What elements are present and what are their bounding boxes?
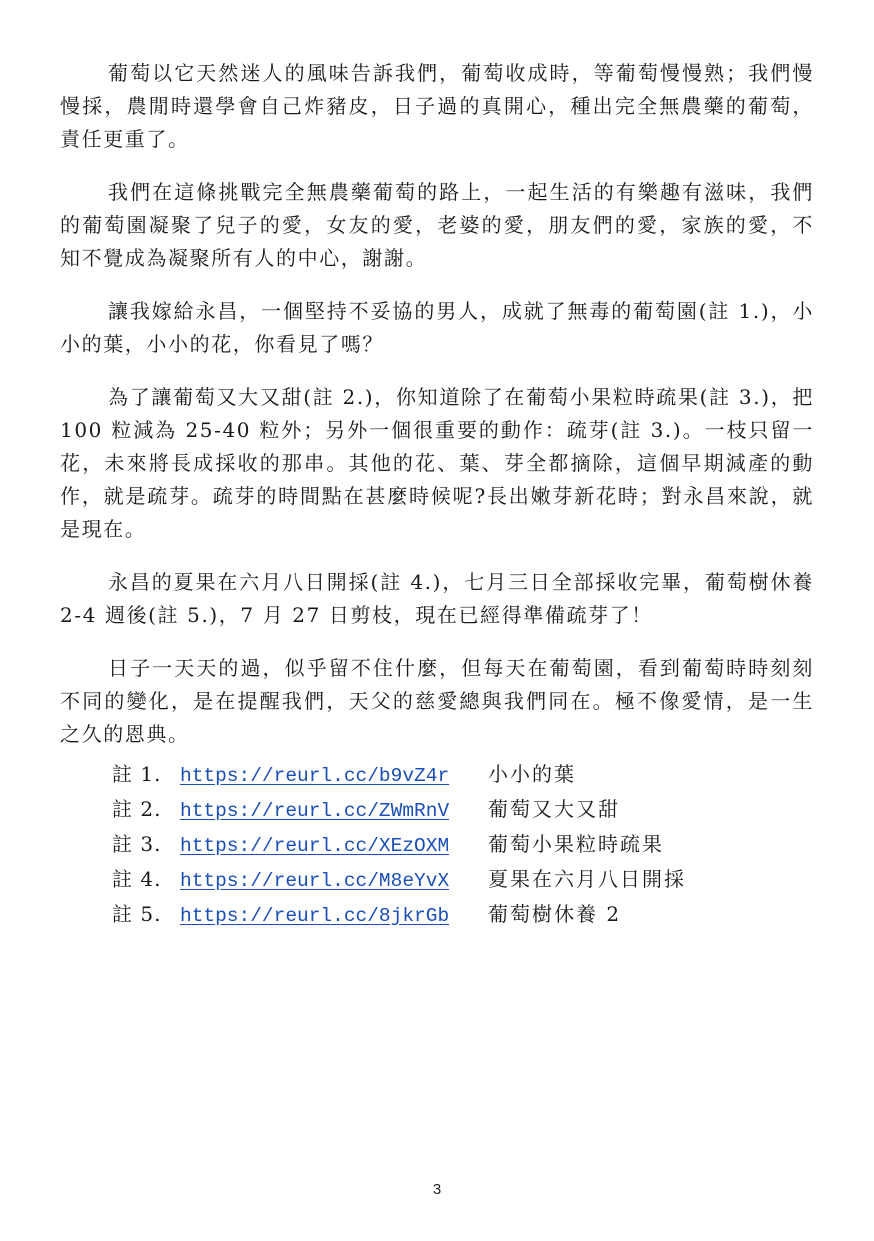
article-body [60, 57, 814, 771]
footnote-item [112, 863, 812, 898]
footnote-link[interactable]: https://reurl.cc/b9vZ4r [180, 765, 450, 787]
footnote-description: 葡萄樹休養 2 [488, 902, 622, 926]
footnote-label: 註 3. [112, 832, 162, 856]
footnote-list [112, 758, 812, 933]
footnote-link[interactable]: https://reurl.cc/XEzOXM [180, 835, 450, 857]
footnote-label: 註 2. [112, 797, 162, 821]
footnote-label: 註 4. [112, 867, 162, 891]
page-number: 3 [432, 1181, 442, 1198]
footnote-link[interactable]: https://reurl.cc/8jkrGb [180, 905, 450, 927]
footnote-description: 夏果在六月八日開採 [488, 867, 686, 891]
footnote-description: 葡萄小果粒時疏果 [488, 832, 664, 856]
paragraph-1: 葡萄以它天然迷人的風味告訴我們，葡萄收成時，等葡萄慢慢熟；我們慢慢採，農閒時還學會自己炸豬皮，日子過的真開心，種出完全無農藥的葡萄，責任更重了。 [60, 61, 814, 151]
paragraph-6: 日子一天天的過，似乎留不住什麼，但每天在葡萄園，看到葡萄時時刻刻不同的變化，是在提醒我們，天父的慈愛總與我們同在。極不像愛情，是一生之久的恩典。 [60, 656, 814, 746]
paragraph-5: 永昌的夏果在六月八日開採(註 4.)，七月三日全部採收完畢，葡萄樹休養 2-4 週後(註 5.)，7 月 27 日剪枝，現在已經得準備疏芽了！ [60, 570, 814, 627]
paragraph-2: 我們在這條挑戰完全無農藥葡萄的路上，一起生活的有樂趣有滋味，我們的葡萄園凝聚了兒子的愛，女友的愛，老婆的愛，朋友們的愛，家族的愛，不知不覺成為凝聚所有人的中心，謝謝。 [60, 180, 814, 270]
footnote-label: 註 5. [112, 902, 162, 926]
footnote-label: 註 1. [112, 762, 162, 786]
footnote-link[interactable]: https://reurl.cc/ZWmRnV [180, 800, 450, 822]
footnote-link[interactable]: https://reurl.cc/M8eYvX [180, 870, 450, 892]
paragraph-4: 為了讓葡萄又大又甜(註 2.)，你知道除了在葡萄小果粒時疏果(註 3.)，把 100 粒減為 25-40 粒外；另外一個很重要的動作：疏芽(註 3.)。一枝只留一花，未來將長成採收的那串。其他的花、葉、芽全都摘除，這個早期減產的動作，就是疏芽。疏芽的時間點在甚麼時候呢?長出嫩芽新花時；對永昌來說，就是現在。 [60, 385, 814, 541]
paragraph-3: 讓我嫁給永昌，一個堅持不妥協的男人，成就了無毒的葡萄園(註 1.)，小小的葉，小小的花，你看見了嗎？ [60, 299, 814, 356]
footnote-item [112, 793, 812, 828]
footnote-description: 葡萄又大又甜 [488, 797, 620, 821]
footnote-item [112, 758, 812, 793]
footnote-item [112, 828, 812, 863]
footnote-item [112, 898, 812, 933]
footnote-description: 小小的葉 [488, 762, 576, 786]
